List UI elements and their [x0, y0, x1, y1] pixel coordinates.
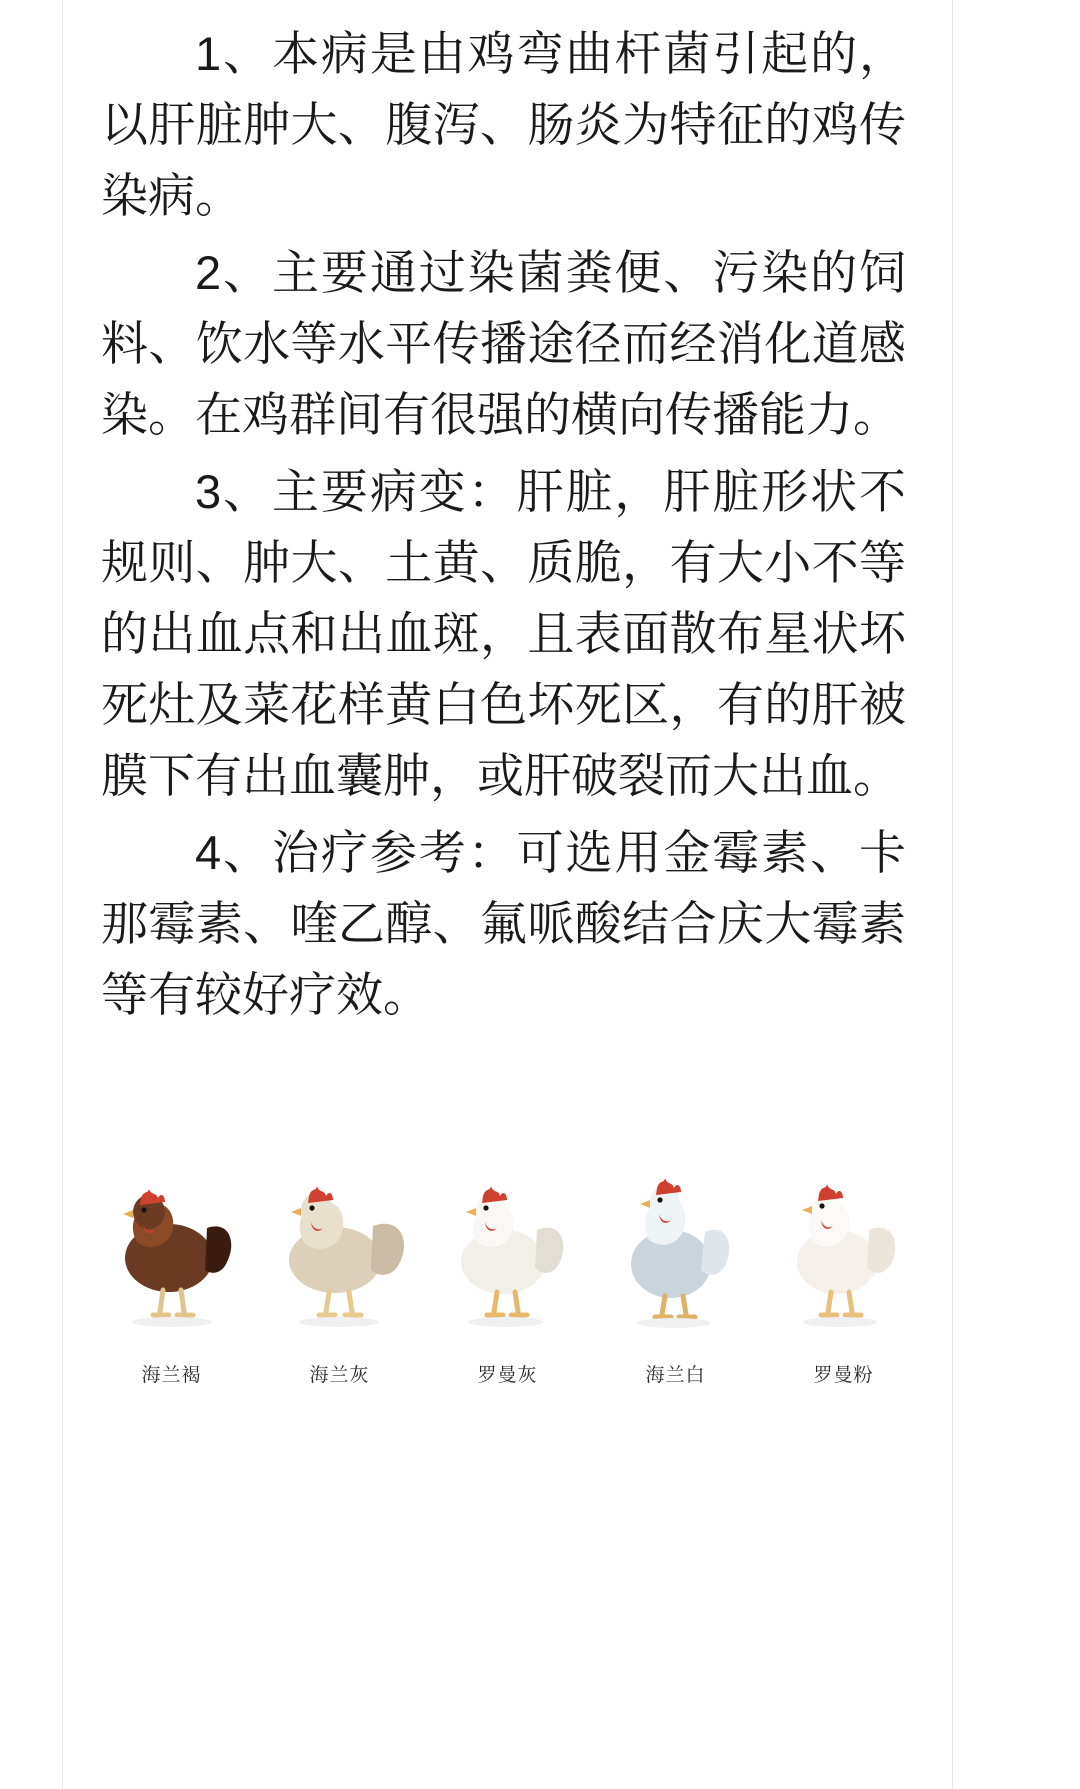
chicken-icon [97, 1150, 247, 1350]
breed-label: 海兰白 [645, 1365, 706, 1386]
breed-label: 罗曼粉 [813, 1365, 874, 1386]
breed-label: 海兰灰 [309, 1365, 370, 1386]
chicken-icon [433, 1150, 583, 1350]
document-page [62, 0, 953, 1789]
paragraph-3: 3、主要病变：肝脏，肝脏形状不规则、肿大、土黄、质脆，有大小不等的出血点和出血斑，且表面散布星状坏死灶及菜花样黄白色坏死区，有的肝被膜下有出血囊肿，或肝破裂而大出血。 [101, 465, 906, 802]
breed-item [769, 1150, 919, 1387]
chicken-icon [265, 1150, 415, 1350]
breed-item [601, 1150, 751, 1387]
chicken-icon [769, 1150, 919, 1350]
breed-item [433, 1150, 583, 1387]
paragraph-4: 4、治疗参考：可选用金霉素、卡那霉素、喹乙醇、氟哌酸结合庆大霉素等有较好疗效。 [101, 826, 906, 1021]
breed-item [265, 1150, 415, 1387]
breed-label: 海兰褐 [141, 1365, 202, 1386]
breed-item [97, 1150, 247, 1387]
chicken-icon [601, 1150, 751, 1350]
breed-gallery [63, 1150, 952, 1387]
paragraph-1: 1、本病是由鸡弯曲杆菌引起的，以肝脏肿大、腹泻、肠炎为特征的鸡传染病。 [101, 27, 906, 222]
breed-label: 罗曼灰 [477, 1365, 538, 1386]
article-body [63, 0, 952, 1030]
paragraph-2: 2、主要通过染菌粪便、污染的饲料、饮水等水平传播途径而经消化道感染。在鸡群间有很强的横向传播能力。 [101, 246, 906, 441]
